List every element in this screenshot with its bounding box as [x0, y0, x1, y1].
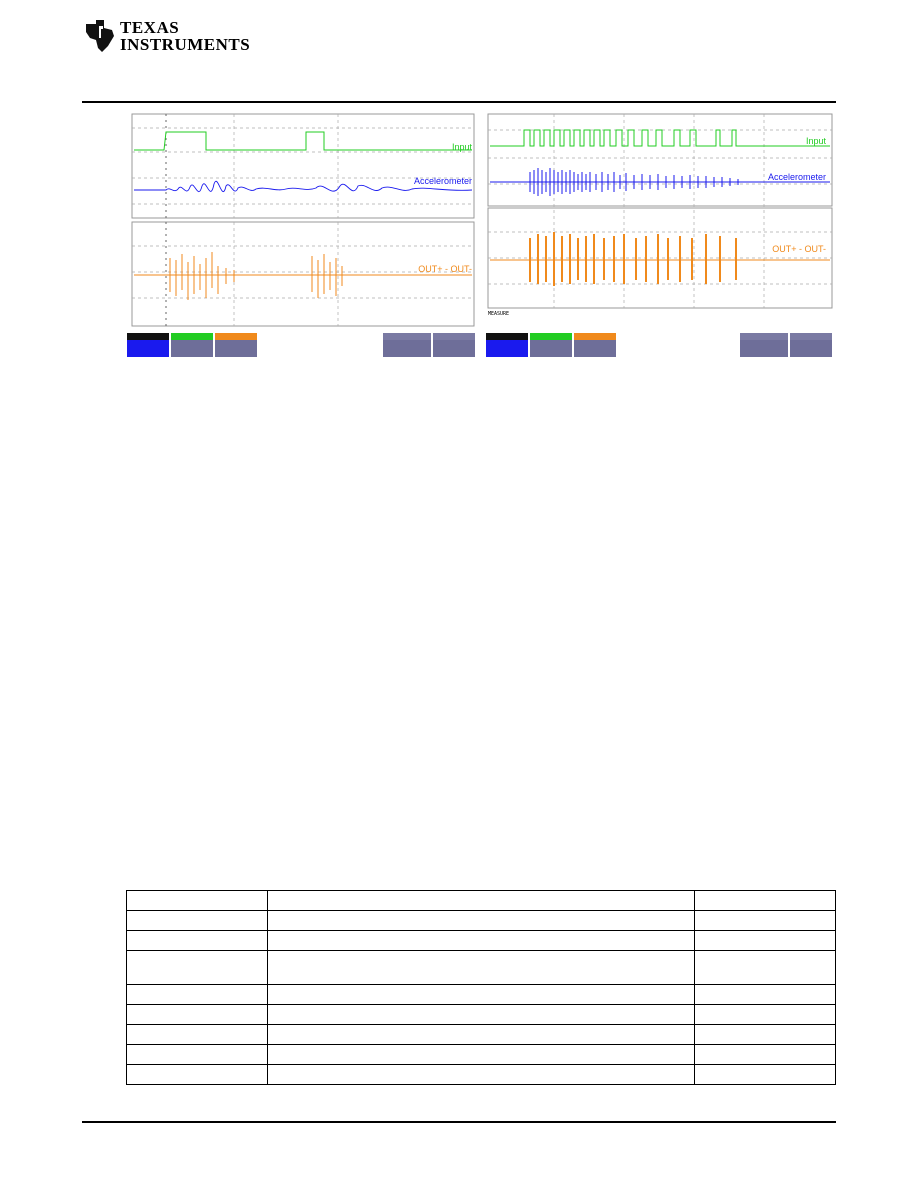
right-ch1-panel [486, 333, 528, 357]
table-cell [127, 1065, 268, 1085]
table-cell [268, 1025, 695, 1045]
right-oscilloscope [484, 112, 834, 368]
right-out-label: OUT+ - OUT- [772, 244, 826, 254]
table-cell [268, 985, 695, 1005]
left-timebase-panel [383, 333, 431, 357]
left-accel-label: Accelerometer [413, 176, 472, 186]
table-row [127, 1065, 836, 1085]
table-cell [268, 1005, 695, 1025]
table-row [127, 911, 836, 931]
right-trigger-panel [790, 333, 832, 357]
table-row [127, 985, 836, 1005]
left-trigger-panel [433, 333, 475, 357]
right-accel-label: Accelerometer [767, 172, 826, 182]
right-ch3-panel [574, 333, 616, 357]
empty-table [126, 890, 836, 1085]
table-cell [127, 951, 268, 985]
right-scope-status-bar [486, 333, 832, 357]
table-cell [127, 985, 268, 1005]
table-row [127, 891, 836, 911]
table-cell [268, 951, 695, 985]
left-out-label: OUT+ - OUT- [418, 264, 472, 274]
footer-rule [82, 1121, 836, 1123]
left-oscilloscope [126, 112, 476, 368]
table-cell [695, 1045, 836, 1065]
table-cell [268, 911, 695, 931]
left-ch2-panel [171, 333, 213, 357]
table-cell [695, 1005, 836, 1025]
table-row [127, 931, 836, 951]
table-row [127, 1005, 836, 1025]
ti-wordmark [120, 20, 250, 54]
table-row [127, 951, 836, 985]
table-cell [268, 931, 695, 951]
table-cell [127, 1005, 268, 1025]
right-input-label: Input [805, 136, 826, 146]
right-ch2-panel [530, 333, 572, 357]
table-cell [695, 1065, 836, 1085]
table-cell [695, 1025, 836, 1045]
table-row [127, 1045, 836, 1065]
table-cell [268, 1065, 695, 1085]
table-cell [695, 985, 836, 1005]
logo-line1: TEXAS [120, 18, 180, 37]
table-cell [695, 891, 836, 911]
table-cell [127, 911, 268, 931]
left-ch3-panel [215, 333, 257, 357]
table-row [127, 1025, 836, 1045]
ti-logo-icon [82, 18, 118, 54]
left-scope-status-bar [127, 333, 475, 357]
table-cell [268, 1045, 695, 1065]
table-cell [127, 931, 268, 951]
logo-line2: INSTRUMENTS [120, 35, 251, 54]
right-timebase-panel [740, 333, 788, 357]
header-rule [82, 101, 836, 103]
table-cell [127, 891, 268, 911]
table-cell [695, 911, 836, 931]
table-cell [268, 891, 695, 911]
table-cell [127, 1025, 268, 1045]
left-input-label: Input [451, 142, 472, 152]
table-cell [127, 1045, 268, 1065]
right-measure-label: MEASURE [488, 311, 510, 317]
table-cell [695, 951, 836, 985]
left-ch1-panel [127, 333, 169, 357]
table-cell [695, 931, 836, 951]
